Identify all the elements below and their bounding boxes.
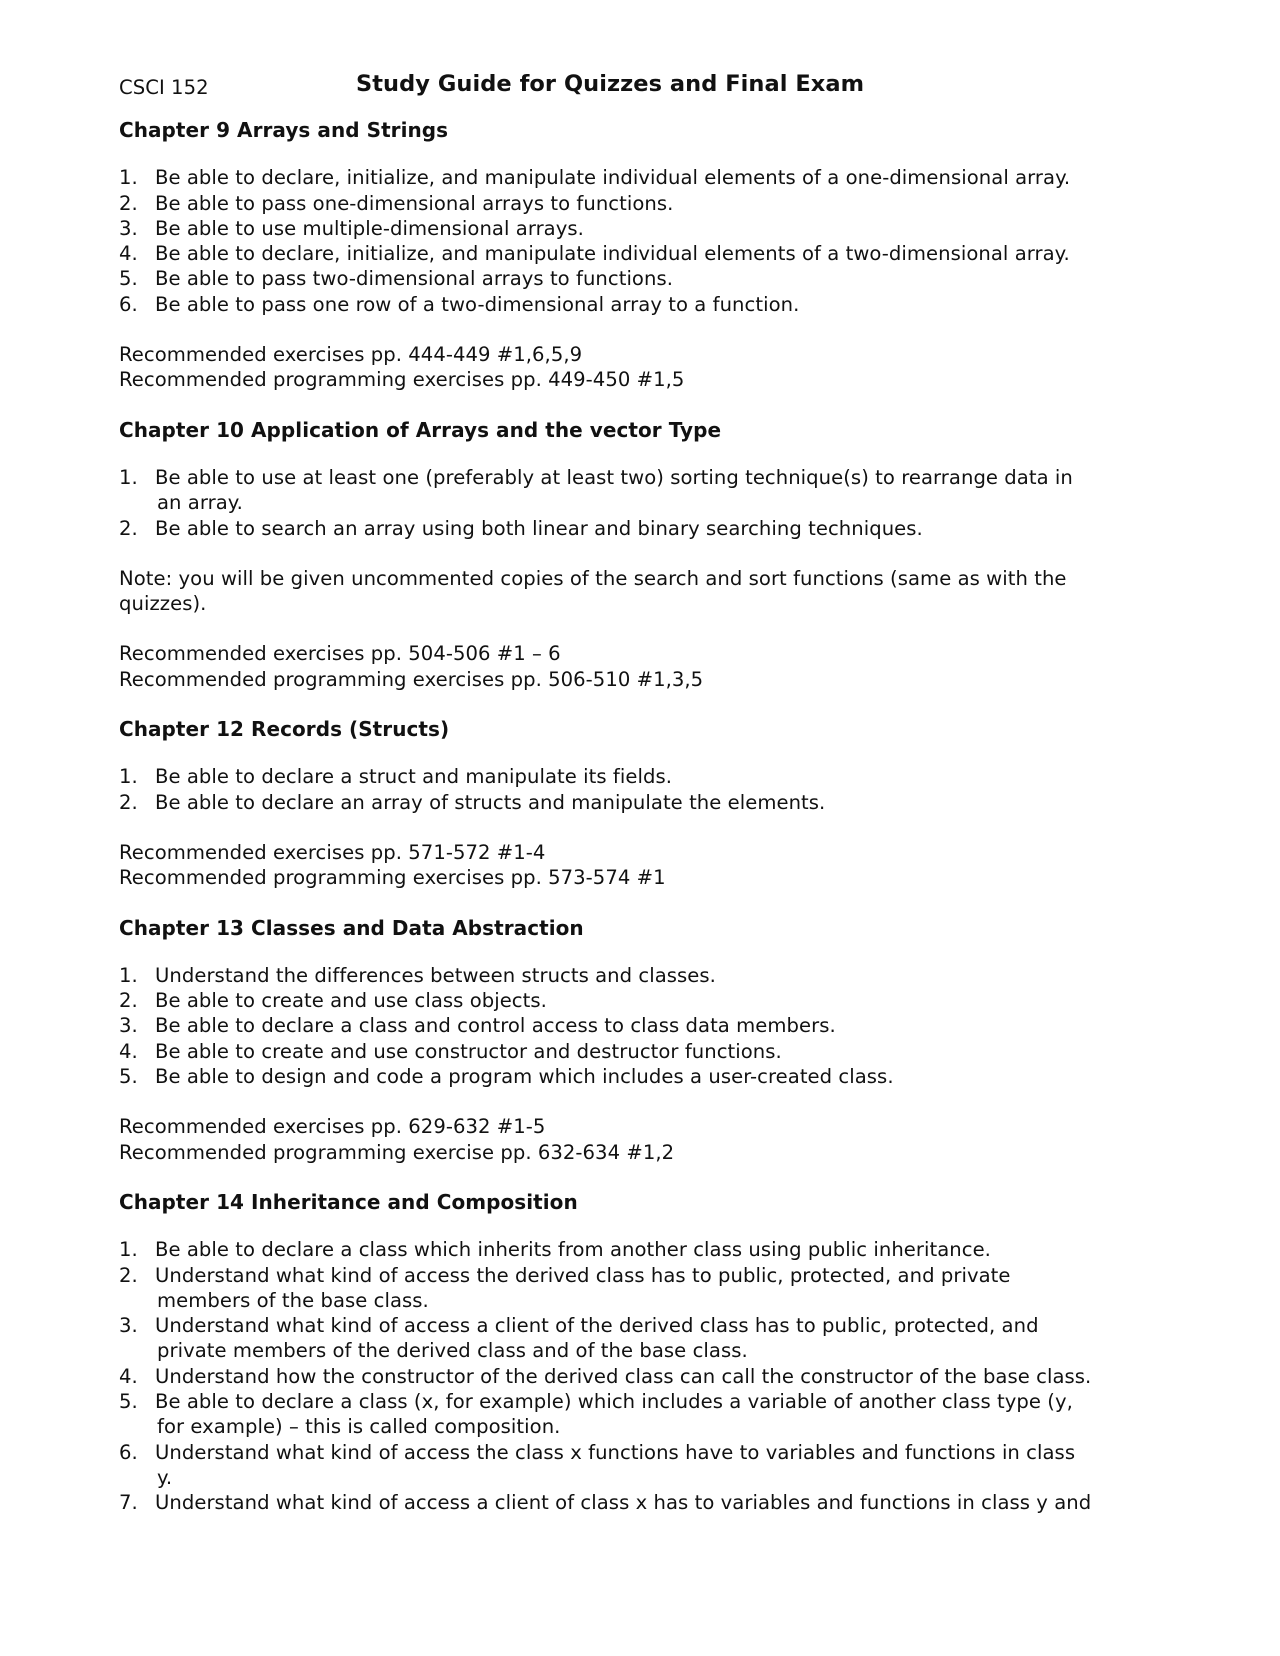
item-text: Be able to pass one row of a two-dimensional array to a function. xyxy=(155,292,800,316)
chapter-14-section xyxy=(119,1190,1179,1516)
item-text: Be able to pass one-dimensional arrays to functions. xyxy=(155,191,674,215)
item-text-continued: members of the base class. xyxy=(157,1288,429,1312)
item-number: 3. xyxy=(119,1314,138,1338)
list-item xyxy=(119,963,1179,988)
recommended-programming-exercises: Recommended programming exercises pp. 573-574 #1 xyxy=(119,866,666,890)
list-item xyxy=(119,1490,1179,1515)
item-text-continued: an array. xyxy=(157,491,243,515)
item-number: 2. xyxy=(119,516,138,540)
list-item xyxy=(119,165,1179,190)
item-number: 1. xyxy=(119,166,138,190)
chapter-10-exercises xyxy=(119,641,1179,692)
item-text: Be able to declare, initialize, and manipulate individual elements of a one-dimensional array. xyxy=(155,166,1071,190)
item-text: Be able to declare a struct and manipulate its fields. xyxy=(155,765,672,789)
item-text: Understand what kind of access a client of the derived class has to public, protected, and xyxy=(155,1314,1039,1338)
item-number: 4. xyxy=(119,1364,138,1388)
document-title: Study Guide for Quizzes and Final Exam xyxy=(356,71,865,97)
list-item xyxy=(119,764,1179,789)
list-item xyxy=(119,1263,1179,1314)
item-text: Be able to declare a class (x, for example) which includes a variable of another class type (y, xyxy=(155,1389,1073,1413)
item-text: Understand what kind of access the class x functions have to variables and functions in class xyxy=(155,1440,1076,1464)
item-text: Understand how the constructor of the derived class can call the constructor of the base class. xyxy=(155,1364,1092,1388)
item-number: 7. xyxy=(119,1491,138,1515)
item-text: Be able to use at least one (preferably at least two) sorting technique(s) to rearrange data in xyxy=(155,465,1073,489)
item-number: 5. xyxy=(119,1389,138,1413)
item-number: 1. xyxy=(119,765,138,789)
item-number: 3. xyxy=(119,1014,138,1038)
chapter-12-exercises xyxy=(119,840,1179,891)
item-text: Be able to declare an array of structs and manipulate the elements. xyxy=(155,790,826,814)
list-item xyxy=(119,1440,1179,1491)
item-number: 4. xyxy=(119,1039,138,1063)
recommended-programming-exercises: Recommended programming exercise pp. 632-634 #1,2 xyxy=(119,1140,675,1164)
item-number: 2. xyxy=(119,790,138,814)
list-item xyxy=(119,1389,1179,1440)
recommended-exercises: Recommended exercises pp. 629-632 #1-5 xyxy=(119,1115,546,1139)
item-text-continued: y. xyxy=(157,1465,173,1489)
list-item xyxy=(119,292,1179,317)
chapter-14-heading: Chapter 14 Inheritance and Composition xyxy=(119,1189,578,1214)
recommended-exercises: Recommended exercises pp. 571-572 #1-4 xyxy=(119,840,546,864)
list-item xyxy=(119,988,1179,1013)
course-code: CSCI 152 xyxy=(119,76,209,99)
item-number: 2. xyxy=(119,989,138,1013)
chapter-9-heading: Chapter 9 Arrays and Strings xyxy=(119,118,449,142)
recommended-exercises: Recommended exercises pp. 504-506 #1 – 6 xyxy=(119,642,561,666)
recommended-programming-exercises: Recommended programming exercises pp. 506-510 #1,3,5 xyxy=(119,667,704,691)
item-number: 1. xyxy=(119,963,138,987)
item-number: 1. xyxy=(119,1238,138,1262)
item-number: 5. xyxy=(119,1065,138,1089)
item-number: 2. xyxy=(119,1263,138,1287)
list-item xyxy=(119,241,1179,266)
item-text: Be able to search an array using both linear and binary searching techniques. xyxy=(155,516,923,540)
item-text-continued: private members of the derived class and of the base class. xyxy=(157,1339,748,1363)
chapter-9-section xyxy=(119,118,1179,393)
item-text: Be able to declare a class and control access to class data members. xyxy=(155,1014,836,1038)
chapter-9-objectives xyxy=(119,165,1179,317)
chapter-10-heading: Chapter 10 Application of Arrays and the vector Type xyxy=(119,417,722,442)
recommended-exercises: Recommended exercises pp. 444-449 #1,6,5,9 xyxy=(119,343,583,367)
item-text: Be able to create and use class objects. xyxy=(155,989,547,1013)
chapter-14-objectives xyxy=(119,1237,1179,1515)
list-item xyxy=(119,1237,1179,1262)
item-text: Understand what kind of access a client of class x has to variables and functions in class y and xyxy=(155,1491,1092,1515)
page-header xyxy=(119,72,1179,106)
item-text: Be able to pass two-dimensional arrays to functions. xyxy=(155,267,673,291)
item-text: Be able to declare a class which inherits from another class using public inheritance. xyxy=(155,1238,991,1262)
item-text: Understand the differences between structs and classes. xyxy=(155,963,716,987)
list-item xyxy=(119,266,1179,291)
item-number: 1. xyxy=(119,465,138,489)
chapter-12-heading: Chapter 12 Records (Structs) xyxy=(119,717,450,742)
chapter-13-section xyxy=(119,916,1179,1165)
chapter-9-exercises xyxy=(119,342,1179,393)
list-item xyxy=(119,1064,1179,1089)
chapter-12-section xyxy=(119,717,1179,890)
list-item xyxy=(119,465,1179,516)
note-line: Note: you will be given uncommented copies of the search and sort functions (same as with the xyxy=(119,566,1067,590)
study-guide-page xyxy=(119,72,1179,1540)
item-number: 6. xyxy=(119,292,138,316)
item-number: 2. xyxy=(119,191,138,215)
list-item xyxy=(119,216,1179,241)
item-number: 5. xyxy=(119,267,138,291)
item-text: Be able to use multiple-dimensional arrays. xyxy=(155,216,584,240)
list-item xyxy=(119,191,1179,216)
list-item xyxy=(119,1364,1179,1389)
list-item xyxy=(119,516,1179,541)
item-number: 3. xyxy=(119,216,138,240)
item-text: Be able to create and use constructor and destructor functions. xyxy=(155,1039,782,1063)
list-item xyxy=(119,1013,1179,1038)
list-item xyxy=(119,1039,1179,1064)
list-item xyxy=(119,790,1179,815)
note-line: quizzes). xyxy=(119,592,207,616)
item-number: 6. xyxy=(119,1440,138,1464)
chapter-10-section xyxy=(119,418,1179,692)
recommended-programming-exercises: Recommended programming exercises pp. 449-450 #1,5 xyxy=(119,368,685,392)
item-text: Be able to declare, initialize, and manipulate individual elements of a two-dimensional array. xyxy=(155,242,1070,266)
item-number: 4. xyxy=(119,242,138,266)
chapter-10-note xyxy=(119,566,1179,617)
chapter-12-objectives xyxy=(119,764,1179,815)
chapter-13-objectives xyxy=(119,963,1179,1089)
item-text: Understand what kind of access the derived class has to public, protected, and private xyxy=(155,1263,1011,1287)
item-text-continued: for example) – this is called composition. xyxy=(157,1415,561,1439)
chapter-10-objectives xyxy=(119,465,1179,541)
list-item xyxy=(119,1313,1179,1364)
chapter-13-exercises xyxy=(119,1114,1179,1165)
item-text: Be able to design and code a program which includes a user-created class. xyxy=(155,1065,894,1089)
chapter-13-heading: Chapter 13 Classes and Data Abstraction xyxy=(119,915,584,940)
